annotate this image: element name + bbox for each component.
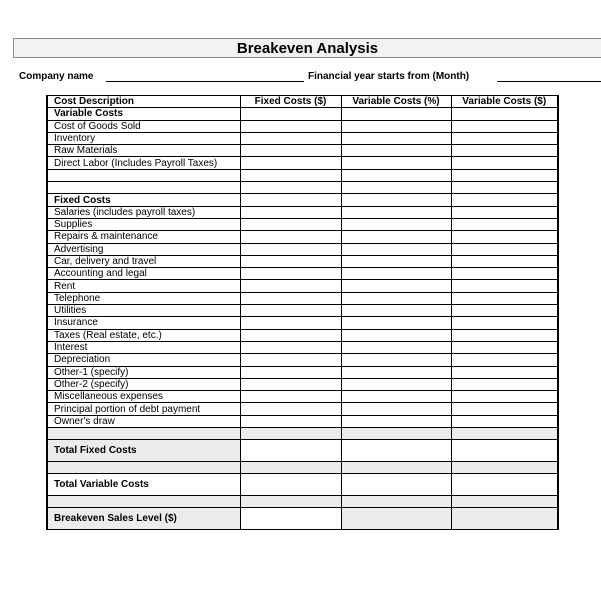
variable-dollar-cell[interactable] xyxy=(451,169,558,181)
table-row xyxy=(47,132,558,144)
row-label: Other-2 (specify) xyxy=(47,378,240,390)
sheet-title: Breakeven Analysis xyxy=(13,38,601,58)
row-label: Direct Labor (Includes Payroll Taxes) xyxy=(47,157,240,169)
row-label: Car, delivery and travel xyxy=(47,255,240,267)
header-row xyxy=(47,96,558,108)
table-row xyxy=(47,508,558,530)
variable-dollar-cell[interactable] xyxy=(451,341,558,353)
row-label: Interest xyxy=(47,341,240,353)
table-row xyxy=(47,243,558,255)
row-label: Rent xyxy=(47,280,240,292)
variable-pct-cell[interactable] xyxy=(341,206,451,218)
blank-row xyxy=(47,462,240,474)
fixed-costs-cell[interactable] xyxy=(240,120,341,132)
company-name-field[interactable] xyxy=(106,81,304,82)
variable-pct-cell[interactable] xyxy=(341,341,451,353)
row-label: Depreciation xyxy=(47,354,240,366)
row-label: Salaries (includes payroll taxes) xyxy=(47,206,240,218)
variable-dollar-cell[interactable] xyxy=(451,391,558,403)
fixed-costs-cell[interactable] xyxy=(240,108,341,120)
table-row xyxy=(47,496,558,508)
fixed-costs-cell[interactable] xyxy=(240,378,341,390)
fixed-costs-cell[interactable] xyxy=(240,391,341,403)
fixed-costs-cell[interactable] xyxy=(240,403,341,415)
fixed-costs-cell[interactable] xyxy=(240,305,341,317)
fixed-costs-cell[interactable] xyxy=(240,440,341,462)
row-label: Cost of Goods Sold xyxy=(47,120,240,132)
variable-pct-cell[interactable] xyxy=(341,255,451,267)
row-label: Inventory xyxy=(47,132,240,144)
variable-dollar-cell[interactable] xyxy=(451,292,558,304)
table-row xyxy=(47,120,558,132)
variable-pct-cell[interactable] xyxy=(341,243,451,255)
table-row xyxy=(47,169,558,181)
breakeven-table xyxy=(46,95,559,530)
variable-pct-cell[interactable] xyxy=(341,169,451,181)
table-row xyxy=(47,354,558,366)
financial-year-label: Financial year starts from (Month) xyxy=(308,71,470,82)
total-variable-costs-label: Total Variable Costs xyxy=(47,474,240,496)
variable-pct-cell[interactable] xyxy=(341,317,451,329)
variable-pct-cell[interactable] xyxy=(341,474,451,496)
column-header: Variable Costs (%) xyxy=(341,96,451,108)
fixed-costs-cell[interactable] xyxy=(240,206,341,218)
variable-dollar-cell[interactable] xyxy=(451,280,558,292)
variable-dollar-cell[interactable] xyxy=(451,508,558,530)
variable-dollar-cell[interactable] xyxy=(451,120,558,132)
table-row xyxy=(47,268,558,280)
row-label: Advertising xyxy=(47,243,240,255)
variable-dollar-cell[interactable] xyxy=(451,218,558,230)
fixed-costs-cell[interactable] xyxy=(240,317,341,329)
row-label: Accounting and legal xyxy=(47,268,240,280)
variable-dollar-cell[interactable] xyxy=(451,145,558,157)
variable-dollar-cell[interactable] xyxy=(451,366,558,378)
variable-pct-cell[interactable] xyxy=(341,218,451,230)
table-row xyxy=(47,415,558,427)
fixed-costs-cell[interactable] xyxy=(240,496,341,508)
variable-pct-cell[interactable] xyxy=(341,108,451,120)
table-row xyxy=(47,218,558,230)
fixed-costs-cell[interactable] xyxy=(240,462,341,474)
variable-dollar-cell[interactable] xyxy=(451,268,558,280)
variable-pct-cell[interactable] xyxy=(341,496,451,508)
fixed-costs-cell[interactable] xyxy=(240,474,341,496)
row-label: Owner's draw xyxy=(47,415,240,427)
row-label: Principal portion of debt payment xyxy=(47,403,240,415)
variable-pct-cell[interactable] xyxy=(341,120,451,132)
table-row xyxy=(47,378,558,390)
variable-pct-cell[interactable] xyxy=(341,415,451,427)
table-row xyxy=(47,474,558,496)
column-header: Cost Description xyxy=(47,96,240,108)
table-row xyxy=(47,317,558,329)
variable-dollar-cell[interactable] xyxy=(451,496,558,508)
variable-pct-cell[interactable] xyxy=(341,305,451,317)
table-row xyxy=(47,206,558,218)
fixed-costs-cell[interactable] xyxy=(240,243,341,255)
fixed-costs-cell[interactable] xyxy=(240,428,341,440)
variable-dollar-cell[interactable] xyxy=(451,403,558,415)
variable-pct-cell[interactable] xyxy=(341,231,451,243)
row-label: Taxes (Real estate, etc.) xyxy=(47,329,240,341)
table-row xyxy=(47,231,558,243)
table-row xyxy=(47,341,558,353)
total-fixed-costs-label: Total Fixed Costs xyxy=(47,440,240,462)
variable-dollar-cell[interactable] xyxy=(451,428,558,440)
fixed-costs-cell[interactable] xyxy=(240,157,341,169)
variable-pct-cell[interactable] xyxy=(341,194,451,206)
variable-dollar-cell[interactable] xyxy=(451,108,558,120)
table-row xyxy=(47,329,558,341)
row-label: Telephone xyxy=(47,292,240,304)
section-heading: Variable Costs xyxy=(47,108,240,120)
variable-dollar-cell[interactable] xyxy=(451,194,558,206)
fixed-costs-cell[interactable] xyxy=(240,292,341,304)
variable-dollar-cell[interactable] xyxy=(451,157,558,169)
variable-dollar-cell[interactable] xyxy=(451,182,558,194)
fixed-costs-cell[interactable] xyxy=(240,145,341,157)
table-row xyxy=(47,403,558,415)
variable-dollar-cell[interactable] xyxy=(451,132,558,144)
variable-pct-cell[interactable] xyxy=(341,329,451,341)
table-row xyxy=(47,255,558,267)
variable-pct-cell[interactable] xyxy=(341,462,451,474)
company-name-label: Company name xyxy=(19,71,94,82)
fixed-costs-cell[interactable] xyxy=(240,508,341,530)
table-row xyxy=(47,194,558,206)
variable-dollar-cell[interactable] xyxy=(451,329,558,341)
variable-pct-cell[interactable] xyxy=(341,378,451,390)
fixed-costs-cell[interactable] xyxy=(240,280,341,292)
fixed-costs-cell[interactable] xyxy=(240,366,341,378)
table-row xyxy=(47,440,558,462)
row-label: Insurance xyxy=(47,317,240,329)
column-header: Variable Costs ($) xyxy=(451,96,558,108)
variable-pct-cell[interactable] xyxy=(341,428,451,440)
variable-dollar-cell[interactable] xyxy=(451,243,558,255)
variable-pct-cell[interactable] xyxy=(341,391,451,403)
fixed-costs-cell[interactable] xyxy=(240,194,341,206)
variable-pct-cell[interactable] xyxy=(341,440,451,462)
variable-pct-cell[interactable] xyxy=(341,132,451,144)
fixed-costs-cell[interactable] xyxy=(240,341,341,353)
row-label: Utilities xyxy=(47,305,240,317)
variable-dollar-cell[interactable] xyxy=(451,317,558,329)
row-label: Supplies xyxy=(47,218,240,230)
table-row xyxy=(47,292,558,304)
table-row xyxy=(47,145,558,157)
table-row xyxy=(47,305,558,317)
fixed-costs-cell[interactable] xyxy=(240,255,341,267)
variable-dollar-cell[interactable] xyxy=(451,305,558,317)
variable-dollar-cell[interactable] xyxy=(451,231,558,243)
table-row xyxy=(47,366,558,378)
column-header: Fixed Costs ($) xyxy=(240,96,341,108)
variable-dollar-cell[interactable] xyxy=(451,474,558,496)
table-row xyxy=(47,157,558,169)
variable-pct-cell[interactable] xyxy=(341,354,451,366)
fixed-costs-cell[interactable] xyxy=(240,354,341,366)
variable-pct-cell[interactable] xyxy=(341,366,451,378)
row-label: Other-1 (specify) xyxy=(47,366,240,378)
section-heading: Fixed Costs xyxy=(47,194,240,206)
fixed-costs-cell[interactable] xyxy=(240,415,341,427)
variable-dollar-cell[interactable] xyxy=(451,206,558,218)
variable-dollar-cell[interactable] xyxy=(451,354,558,366)
fixed-costs-cell[interactable] xyxy=(240,231,341,243)
variable-pct-cell[interactable] xyxy=(341,157,451,169)
variable-dollar-cell[interactable] xyxy=(451,462,558,474)
fixed-costs-cell[interactable] xyxy=(240,182,341,194)
variable-pct-cell[interactable] xyxy=(341,145,451,157)
table-row xyxy=(47,462,558,474)
variable-pct-cell[interactable] xyxy=(341,292,451,304)
header-fields xyxy=(19,70,601,84)
fixed-costs-cell[interactable] xyxy=(240,329,341,341)
row-label: Repairs & maintenance xyxy=(47,231,240,243)
financial-year-field[interactable] xyxy=(497,81,601,82)
table-row xyxy=(47,428,558,440)
row-label: Miscellaneous expenses xyxy=(47,391,240,403)
variable-pct-cell[interactable] xyxy=(341,403,451,415)
variable-dollar-cell[interactable] xyxy=(451,378,558,390)
table-row xyxy=(47,280,558,292)
fixed-costs-cell[interactable] xyxy=(240,132,341,144)
variable-dollar-cell[interactable] xyxy=(451,415,558,427)
fixed-costs-cell[interactable] xyxy=(240,218,341,230)
fixed-costs-cell[interactable] xyxy=(240,268,341,280)
blank-row xyxy=(47,182,240,194)
blank-row xyxy=(47,169,240,181)
variable-dollar-cell[interactable] xyxy=(451,440,558,462)
breakeven-sales-label: Breakeven Sales Level ($) xyxy=(47,508,240,530)
blank-row xyxy=(47,428,240,440)
table-row xyxy=(47,108,558,120)
row-label: Raw Materials xyxy=(47,145,240,157)
table-row xyxy=(47,391,558,403)
variable-pct-cell[interactable] xyxy=(341,508,451,530)
variable-pct-cell[interactable] xyxy=(341,280,451,292)
variable-dollar-cell[interactable] xyxy=(451,255,558,267)
blank-row xyxy=(47,496,240,508)
table-row xyxy=(47,182,558,194)
variable-pct-cell[interactable] xyxy=(341,268,451,280)
fixed-costs-cell[interactable] xyxy=(240,169,341,181)
variable-pct-cell[interactable] xyxy=(341,182,451,194)
